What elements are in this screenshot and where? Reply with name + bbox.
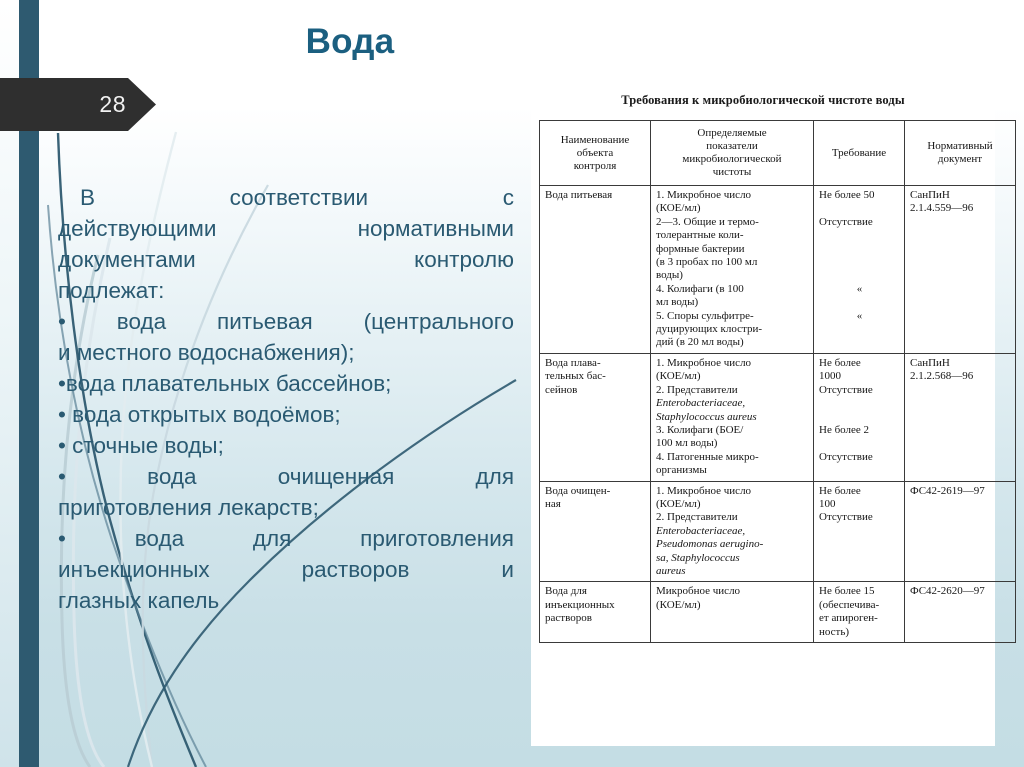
layout-spacer: [819, 410, 900, 423]
text-line: дуцирующих клостри-: [656, 323, 763, 336]
text-line: инъекционных: [545, 598, 615, 611]
layout-spacer: [819, 296, 900, 309]
text-line: документ: [937, 153, 983, 165]
bullet-marker: •: [58, 433, 66, 458]
text-line: Требование: [831, 146, 887, 159]
list-item-cont: инъекционных растворов и: [58, 557, 514, 582]
table-row: [540, 582, 1016, 643]
bullet-marker: •: [58, 464, 66, 489]
cell-indicators: [651, 353, 814, 481]
text-line: ФС42-2619—97: [910, 484, 985, 497]
list-item: [58, 306, 514, 337]
text-line: Не более 15: [819, 585, 875, 598]
text-line: 4. Колифаги (в 100: [656, 282, 744, 295]
requirement-text-3: Отсутствие: [819, 450, 873, 463]
text-line: (в 3 пробах по 100 мл: [656, 256, 758, 269]
text-line: (обеспечива-: [819, 598, 880, 611]
ditto-mark: «: [856, 309, 863, 322]
bullet-marker: •: [58, 526, 66, 551]
cell-indicators: [651, 582, 814, 643]
text-line: растворов: [545, 612, 592, 625]
text-line: 1000: [819, 370, 841, 383]
text-line: Отсутствие: [819, 215, 873, 228]
text-line: СанПиН: [910, 189, 950, 201]
list-item: [58, 368, 514, 399]
layout-spacer: [819, 269, 900, 282]
cell-requirement: [814, 353, 905, 481]
ditto-mark: «: [856, 282, 863, 295]
page-title: Вода: [305, 22, 395, 61]
requirement-text-2: Не более 2: [819, 423, 870, 436]
cell-indicators: [651, 481, 814, 582]
text-line: 100: [819, 497, 836, 510]
text-line: объекта: [576, 146, 614, 159]
text-line: ФС42-2620—97: [910, 585, 985, 598]
list-item-cont: и местного водоснабжения);: [58, 340, 355, 365]
text-line: [819, 202, 900, 215]
indicator-line: (КОЕ/мл): [656, 497, 701, 510]
bullet-marker: •: [58, 371, 66, 396]
indicator-line: (КОЕ/мл): [656, 370, 701, 383]
list-item-cont: глазных капель: [58, 588, 220, 613]
text-line: 5. Споры сульфитре-: [656, 309, 754, 322]
indicator-line: организмы: [656, 464, 707, 477]
indicator-line-latin: aureus: [656, 564, 686, 577]
text-line: чистоты: [712, 166, 752, 178]
list-item-label: сточные воды;: [72, 433, 224, 458]
bullet-marker: •: [58, 402, 66, 427]
indicator-line-latin: Enterobacteriaceae,: [656, 397, 746, 410]
cell-object: [540, 353, 651, 481]
text-line: Вода питьевая: [545, 189, 613, 201]
text-line: мл воды): [656, 296, 699, 309]
list-item: [58, 523, 514, 554]
text-line: 1. Микробное число: [656, 189, 752, 201]
page-number: 28: [99, 91, 126, 117]
bullet-marker: •: [58, 309, 66, 334]
intro-line-4: подлежат:: [58, 278, 165, 303]
cell-document: [905, 582, 1016, 643]
text-line: Вода очищен-: [545, 484, 611, 497]
layout-spacer: [819, 243, 900, 256]
slide-body-text: [58, 182, 514, 616]
list-item: [58, 399, 514, 430]
indicator-line: 2. Представители: [656, 383, 738, 396]
text-line: воды): [656, 269, 683, 282]
text-line: тельных бас-: [545, 370, 606, 383]
text-line: сейнов: [545, 383, 578, 396]
text-line: ет апироген-: [819, 612, 878, 625]
text-line: Определяемые: [697, 127, 767, 139]
text-line: микробиологической: [682, 153, 782, 165]
column-header-requirement: [814, 121, 905, 186]
list-item-label: вода открытых водоёмов;: [72, 402, 341, 427]
indicator-line: 3. Колифаги (БОЕ/: [656, 423, 744, 436]
text-line: Вода для: [545, 585, 587, 598]
text-line: Не более: [819, 484, 861, 497]
cell-indicators: [651, 186, 814, 354]
indicator-line: 4. Патогенные микро-: [656, 450, 759, 463]
indicator-line-latin: Staphylococcus aureus: [656, 410, 757, 423]
page-number-banner: [0, 78, 156, 131]
column-header-document: [905, 121, 1016, 186]
text-line: Отсутствие: [819, 511, 873, 524]
list-item-label: вода очищенная для: [147, 464, 514, 489]
text-line: Отсутствие: [819, 383, 873, 396]
indicator-line: 1. Микробное число: [656, 484, 752, 497]
cell-requirement: [814, 481, 905, 582]
text-line: Микробное число: [656, 585, 741, 598]
text-line: (КОЕ/мл): [656, 202, 701, 215]
text-line: СанПиН: [910, 356, 950, 369]
cell-object: [540, 582, 651, 643]
text-line: 2.1.4.559—96: [910, 202, 974, 215]
text-line: толерантные коли-: [656, 229, 744, 242]
text-line: дий (в 20 мл воды): [656, 336, 744, 349]
text-line: формные бактерии: [656, 242, 745, 255]
requirement-text: [819, 357, 900, 397]
column-header-indicators: [651, 121, 814, 186]
cell-document: [905, 353, 1016, 481]
layout-spacer: [819, 397, 900, 410]
text-line: ность): [819, 625, 850, 638]
text-line: Наименование: [560, 133, 630, 146]
microbiological-purity-table: [539, 120, 1016, 643]
requirement-text: [819, 189, 900, 229]
list-item: [58, 461, 514, 492]
text-line: 2—3. Общие и термо-: [656, 215, 759, 228]
list-item-label: вода питьевая (центрального: [116, 309, 514, 334]
layout-spacer: [819, 256, 900, 269]
cell-object: [540, 186, 651, 354]
text-line: (КОЕ/мл): [656, 598, 701, 611]
intro-line-1: В соответствии с: [80, 185, 514, 210]
text-line: контроля: [573, 159, 617, 172]
cell-requirement: [814, 582, 905, 643]
table-row: [540, 353, 1016, 481]
cell-requirement: [814, 186, 905, 354]
table-caption: Требования к микробиологической чистоте воды: [621, 93, 905, 107]
list-item-label: вода плавательных бассейнов;: [65, 371, 392, 396]
indicator-line-latin: Enterobacteriaceae,: [656, 524, 746, 537]
cell-object: [540, 481, 651, 582]
text-line: 2.1.2.568—96: [910, 370, 974, 383]
intro-line-2: действующими нормативными: [58, 216, 514, 241]
indicator-line: 1. Микробное число: [656, 356, 752, 369]
indicator-line: 100 мл воды): [656, 437, 718, 450]
table-image-panel: [531, 76, 995, 746]
indicator-line: 2. Представители: [656, 511, 738, 524]
list-item-cont: приготовления лекарств;: [58, 495, 319, 520]
table-row: [540, 186, 1016, 354]
text-line: ная: [545, 497, 561, 510]
text-line: Нормативный: [927, 140, 993, 152]
layout-spacer: [819, 229, 900, 242]
intro-line-3: документами контролю: [58, 247, 514, 272]
table-header-row: [540, 121, 1016, 186]
text-line: Не более 50: [819, 189, 875, 201]
layout-spacer: [819, 437, 900, 450]
indicator-line-latin: Pseudomonas aerugino-: [656, 538, 764, 551]
column-header-object: [540, 121, 651, 186]
table-row: [540, 481, 1016, 582]
text-line: Вода плава-: [545, 356, 601, 369]
cell-document: [905, 186, 1016, 354]
indicator-line-latin: sa, Staphylococcus: [656, 551, 740, 564]
list-item: [58, 430, 514, 461]
text-line: Не более: [819, 356, 861, 369]
cell-document: [905, 481, 1016, 582]
list-item-label: вода для приготовления: [134, 526, 514, 551]
text-line: показатели: [706, 140, 758, 152]
